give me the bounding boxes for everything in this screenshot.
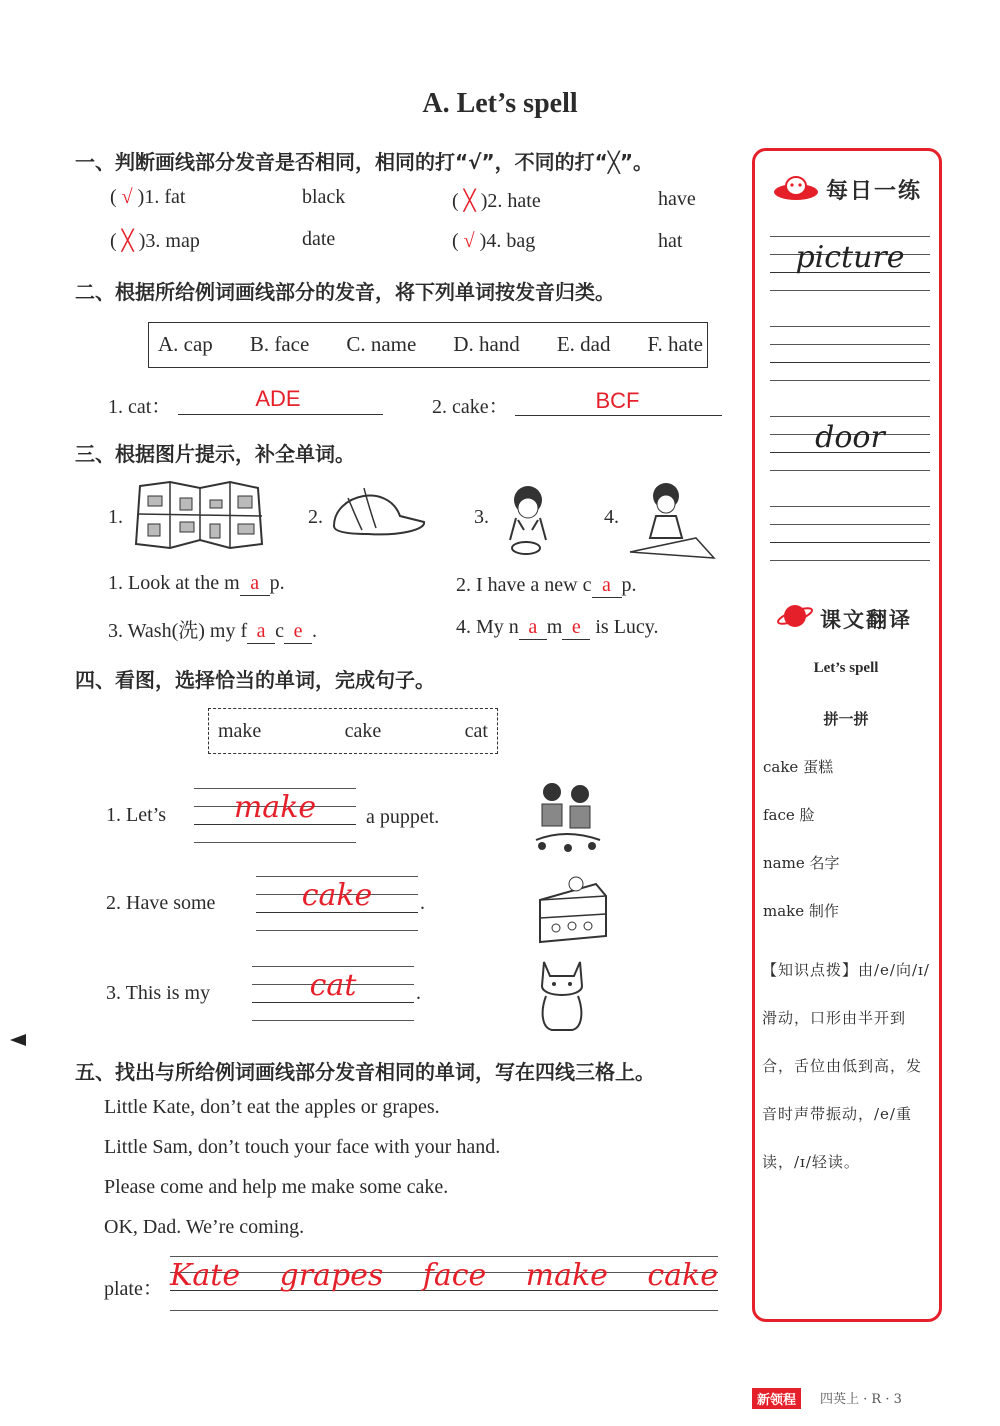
s3-s1-post: p. [269,572,285,594]
s1-compare3: date [302,228,336,250]
s4-q2-answer: cake [301,878,373,913]
s2-q1: 1. cat： [108,396,172,418]
pinyipin-label: 拼一拼 [823,710,869,728]
s4-q1-pre: 1. Let’s [106,804,166,826]
daily-title: 每日一练 [826,179,923,204]
side-line15 [770,542,930,543]
s5-answer1: Kate [170,1258,241,1293]
side-line6 [770,344,930,345]
s4-q2-post: . [420,892,425,914]
vocab-name: name 名字 [763,854,840,872]
s1-item4: ( √ )4. bag [452,230,536,252]
s1-num2: 2. [487,190,503,212]
side-line13 [770,506,930,507]
page-number: 四英上 · R · 3 [820,1392,902,1407]
s5-line1: Little Kate, don’t eat the apples or grapes. [104,1096,440,1118]
s1-word4: bag [506,230,536,252]
cap-picture [328,482,428,544]
s3-s3-post: . [312,620,318,642]
s5-line4: OK, Dad. We’re coming. [104,1216,305,1238]
cat-picture [532,956,592,1034]
section4-heading: 四、看图，选择恰当的单词，完成句子。 [75,668,435,692]
s5-answer2: grapes [279,1258,384,1293]
section5-heading: 五、找出与所给例词画线部分发音相同的单词，写在四线三格上。 [75,1060,655,1084]
s3-s3-mid: c [275,620,285,642]
s1-word2: hate [507,190,541,212]
side-line9 [770,416,930,417]
s3-sentence1 [108,572,285,596]
s4-q1-post: a puppet. [366,806,440,828]
side-line5 [770,326,930,327]
s3-sentence4 [456,616,659,640]
s1-item3: ( ╳ )3. map [110,230,200,252]
s1-num3: 3. [145,230,161,252]
section2-heading: 二、根据所给例词画线部分的发音，将下列单词按发音归类。 [75,280,615,304]
side-line12 [770,470,930,471]
page-arrow-icon [10,1034,26,1046]
s1-mark3: ╳ [121,230,134,252]
s5-label: plate： [104,1278,163,1300]
s5-answers [170,1258,718,1293]
s1-item1: ( √ )1. fat [110,186,186,208]
side-line4 [770,290,930,291]
s3-s4-pre: 4. My n [456,616,519,638]
option-c: C. name [346,332,417,356]
four-line-a1 [194,788,356,789]
vocab-face: face 脸 [763,806,815,824]
s1-compare4: hat [658,230,683,252]
s1-word1: fat [164,186,186,208]
s4-q3-answer: cat [309,968,357,1003]
s2-line1 [178,414,383,415]
options-row [158,332,703,357]
s1-num1: 1. [144,186,160,208]
s3-s3-pre: 3. Wash(洗) my f [108,620,248,642]
four-line-c4 [252,1020,414,1021]
side-line8 [770,380,930,381]
s2-answer1: ADE [255,386,301,411]
s1-compare1: black [302,186,346,208]
s3-s4-answer2: e [562,616,590,640]
s3-sentence3 [108,614,317,644]
s5-answer5: cake [647,1258,718,1293]
s1-num4: 4. [486,230,502,252]
s3-sentence2 [456,574,637,598]
s3-s1-answer: a [240,572,270,596]
brand-badge: 新领程 [752,1388,801,1409]
knowledge-tip: 【知识点拨】由/e/向/ɪ/滑动，口形由半开到合，舌位由低到高，发音时声带振动，/e/重读，/ɪ/轻读。 [762,961,930,1171]
s3-s2-answer: a [592,574,622,598]
washing-face-picture [496,480,560,558]
four-line-c1 [252,966,414,967]
s5-line2: Little Sam, don’t touch your face with your hand. [104,1136,501,1158]
s3-s2-post: p. [621,574,637,596]
option-e: E. dad [556,332,611,356]
s1-mark4: √ [463,230,475,252]
girl-writing-picture [626,478,716,560]
vocab-cake: cake 蛋糕 [763,758,834,776]
side-line16 [770,560,930,561]
s4-q3-pre: 3. This is my [106,982,211,1004]
planet-icon [776,598,814,634]
s3-s4-answer1: a [519,616,547,640]
s3-s4-post: is Lucy. [595,616,659,638]
s3-s4-mid: m [546,616,563,638]
s5-answer4: make [525,1258,608,1293]
option-d: D. hand [453,332,520,356]
four-line-b1 [256,876,418,877]
s2-answer2: BCF [595,388,640,413]
word-bank [218,720,488,743]
option-b: B. face [249,332,310,356]
ufo-icon [772,168,820,208]
s5-answer3: face [422,1258,487,1293]
four-line-b4 [256,930,418,931]
daily-word1: picture [795,240,905,275]
translation-title: 课文翻译 [820,608,912,632]
side-line1 [770,236,930,237]
s3-s1-pre: 1. Look at the m [108,572,240,594]
lets-spell-label: Let’s spell [813,660,879,676]
s1-mark2: ╳ [463,190,476,212]
side-line7 [770,362,930,363]
pic-num1: 1. [108,506,123,528]
s4-q1-answer: make [233,790,317,825]
vocab-make: make 制作 [763,902,839,920]
word-cake: cake [344,720,382,742]
s4-q3-post: . [416,982,421,1004]
word-cat: cat [464,720,488,742]
pic-num2: 2. [308,506,323,528]
s4-q2-pre: 2. Have some [106,892,216,914]
option-a: A. cap [158,332,213,356]
s2-line2 [515,415,722,416]
section1-heading: 一、判断画线部分发音是否相同，相同的打“√”，不同的打“╳”。 [75,150,653,174]
daily-word2: door [815,420,885,455]
s1-mark1: √ [121,186,133,208]
four-line-d4 [170,1310,718,1311]
s3-s3-answer2: e [284,620,312,644]
side-line14 [770,524,930,525]
cake-picture [536,866,612,946]
s3-s2-pre: 2. I have a new c [456,574,592,596]
s3-s3-answer1: a [247,620,275,644]
s1-compare2: have [658,188,696,210]
pic-num3: 3. [474,506,489,528]
word-make: make [218,720,262,742]
page-title: A. Let’s spell [422,88,578,119]
map-picture [130,478,266,552]
pic-num4: 4. [604,506,619,528]
s2-q2: 2. cake： [432,396,509,418]
section3-heading: 三、根据图片提示，补全单词。 [75,442,355,466]
four-line-a4 [194,842,356,843]
s1-item2: ( ╳ )2. hate [452,190,541,212]
four-line-d1 [170,1256,718,1257]
option-f: F. hate [647,332,703,356]
puppet-picture [528,780,608,854]
s5-line3: Please come and help me make some cake. [104,1176,449,1198]
s1-word3: map [165,230,200,252]
